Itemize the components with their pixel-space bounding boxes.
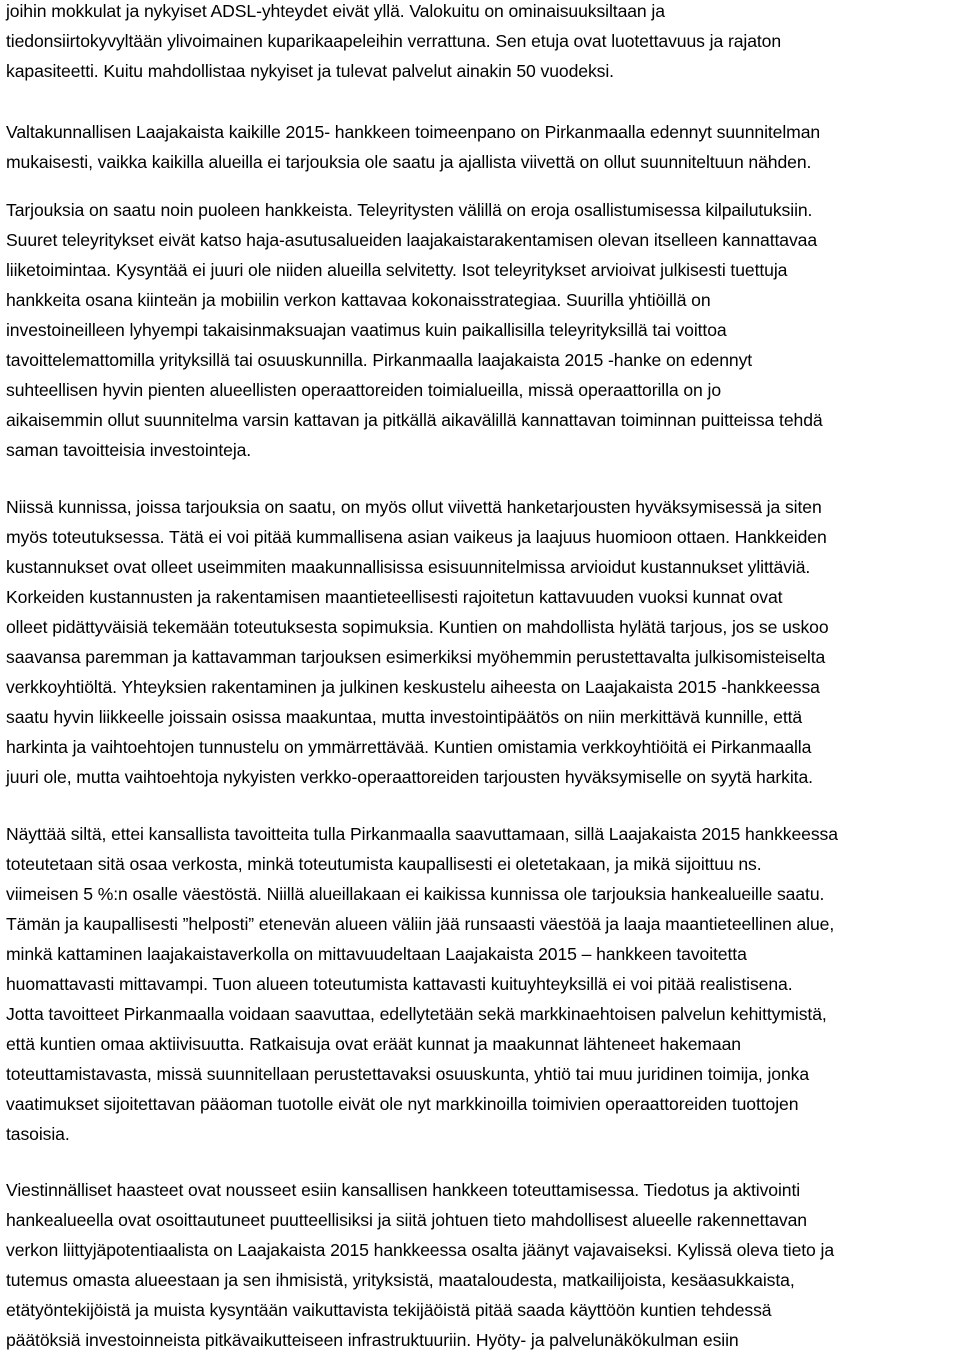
text-line: Tarjouksia on saatu noin puoleen hankkeista. Teleyritysten välillä on eroja osallistumisessa kilpailutuksiin. <box>6 200 813 220</box>
text-line: Näyttää siltä, ettei kansallista tavoitteita tulla Pirkanmaalla saavuttamaan, sillä Laajakaista 2015 hankkeessa <box>6 824 838 844</box>
text-line: mukaisesti, vaikka kaikilla alueilla ei tarjouksia ole saatu ja ajallista viivettä on ollut suunniteltuun nähden. <box>6 152 812 172</box>
text-line: Jotta tavoitteet Pirkanmaalla voidaan saavuttaa, edellytetään sekä markkinaehtoisen palvelun kehittymistä, <box>6 1004 827 1024</box>
text-line: huomattavasti mittavampi. Tuon alueen toteutumista kattavasti kuituyhteyksillä ei voi pitää realistisena. <box>6 974 793 994</box>
text-line: Valtakunnallisen Laajakaista kaikille 2015- hankkeen toimeenpano on Pirkanmaalla edennyt suunnitelman <box>6 122 821 142</box>
text-line: tasoisia. <box>6 1124 70 1144</box>
text-line: tutemus omasta alueestaan ja sen ihmisistä, yrityksistä, maataloudesta, matkailijoista, kesäasukkaista, <box>6 1270 795 1290</box>
text-line: juuri ole, mutta vaihtoehtoja nykyisten verkko-operaattoreiden tarjousten hyväksymiselle on syytä harkita. <box>6 767 813 787</box>
text-line: Suuret teleyritykset eivät katso haja-asutusalueiden laajakaistarakentamisen olevan itselleen kannattavaa <box>6 230 818 250</box>
paragraph-national-targets <box>6 819 838 1149</box>
paragraph-communication-challenges <box>6 1175 834 1355</box>
text-line: kustannukset ovat olleet useimmiten maakunnallisissa esisuunnitelmissa arvioidut kustannukset ylittäviä. <box>6 557 811 577</box>
text-line: joihin mokkulat ja nykyiset ADSL-yhteydet eivät yllä. Valokuitu on ominaisuuksiltaan ja <box>6 1 665 21</box>
text-line: saavansa paremman ja kattavamman tarjouksen esimerkiksi myöhemmin perustettavalta julkisomisteiselta <box>6 647 826 667</box>
text-line: myös toteutuksessa. Tätä ei voi pitää kummallisena asian vaikeus ja laajuus huomioon ottaen. Hankkeiden <box>6 527 827 547</box>
text-line: hankealueella ovat osoittautuneet puutteellisiksi ja siitä johtuen tieto mahdollisest alueelle rakennettavan <box>6 1210 807 1230</box>
text-line: harkinta ja vaihtoehtojen tunnustelu on ymmärrettävää. Kuntien omistamia verkkoyhtiöitä ei Pirkanmaalla <box>6 737 812 757</box>
text-line: investoineilleen lyhyempi takaisinmaksuajan vaatimus kuin paikallisilla teleyrityksillä tai voittoa <box>6 320 727 340</box>
text-line: liiketoimintaa. Kysyntää ei juuri ole niiden alueilla selvitetty. Isot teleyritykset arvioivat julkisesti tuettuja <box>6 260 788 280</box>
paragraph-municipal-decisions <box>6 492 829 792</box>
text-line: tavoittelemattomilla yrityksillä tai osuuskunnilla. Pirkanmaalla laajakaista 2015 -hanke on edennyt <box>6 350 753 370</box>
text-line: saman tavoitteisia investointeja. <box>6 440 252 460</box>
text-line: että kuntien omaa aktiivisuutta. Ratkaisuja ovat eräät kunnat ja maakunnat lähteneet hakemaan <box>6 1034 741 1054</box>
text-line: olleet pidättyväisiä tekemään toteutuksesta sopimuksia. Kuntien on mahdollista hylätä tarjous, jos se uskoo <box>6 617 829 637</box>
text-line: Korkeiden kustannusten ja rakentamisen maantieteellisesti rajoitetun kattavuuden vuoksi kunnat ovat <box>6 587 783 607</box>
paragraph-operator-offers <box>6 195 823 465</box>
text-line: tiedonsiirtokyvyltään ylivoimainen kuparikaapeleihin verrattuna. Sen etuja ovat luotettavuus ja rajaton <box>6 31 782 51</box>
text-line: suhteellisen hyvin pienten alueellisten operaattoreiden toimialueilla, missä operaattorilla on jo <box>6 380 722 400</box>
text-line: Tämän ja kaupallisesti ”helposti” etenevän alueen väliin jää runsaasti väestöä ja laaja maantieteellinen alue, <box>6 914 835 934</box>
paragraph-project-progress <box>6 117 820 177</box>
paragraph-fiber-advantages <box>6 0 781 86</box>
text-line: Niissä kunnissa, joissa tarjouksia on saatu, on myös ollut viivettä hanketarjousten hyväksymisessä ja siten <box>6 497 822 517</box>
text-line: Viestinnälliset haasteet ovat nousseet esiin kansallisen hankkeen toteuttamisessa. Tiedotus ja aktivointi <box>6 1180 801 1200</box>
text-line: saatu hyvin liikkeelle joissain osissa maakuntaa, mutta investointipäätös on niin merkittävä kunnille, että <box>6 707 803 727</box>
text-line: vaatimukset sijoitettavan pääoman tuotolle eivät ole nyt markkinoilla toimivien operaattoreiden tuottojen <box>6 1094 799 1114</box>
text-line: hankkeita osana kiinteän ja mobiilin verkon kattavaa kokonaisstrategiaa. Suurilla yhtiöillä on <box>6 290 711 310</box>
text-line: aikaisemmin ollut suunnitelma varsin kattavan ja pitkällä aikavälillä kannattavan toiminnan puitteissa tehdä <box>6 410 823 430</box>
text-line: minkä kattaminen laajakaistaverkolla on mittavuudeltaan Laajakaista 2015 – hankkeen tavoitetta <box>6 944 747 964</box>
text-line: verkon liittyjäpotentiaalista on Laajakaista 2015 hankkeessa osalta jäänyt vajavaiseksi. Kylissä oleva tieto ja <box>6 1240 835 1260</box>
text-line: viimeisen 5 %:n osalle väestöstä. Niillä alueillakaan ei kaikissa kunnissa ole tarjouksia hankealueille saatu. <box>6 884 825 904</box>
text-line: etätyöntekijöistä ja muista kysyntään vaikuttavista tekijäöistä pitää saada käyttöön kuntien tehdessä <box>6 1300 772 1320</box>
text-line: päätöksiä investoinneista pitkävaikutteiseen infrastruktuuriin. Hyöty- ja palvelunäkökulman esiin <box>6 1330 739 1350</box>
text-line: verkkoyhtiöltä. Yhteyksien rakentaminen ja julkinen keskustelu aiheesta on Laajakaista 2015 -hankkeessa <box>6 677 820 697</box>
text-line: toteuttamistavasta, missä suunnitellaan perustettavaksi osuuskunta, yhtiö tai muu juridinen toimija, jonka <box>6 1064 810 1084</box>
text-line: kapasiteetti. Kuitu mahdollistaa nykyiset ja tulevat palvelut ainakin 50 vuodeksi. <box>6 61 614 81</box>
text-line: toteutetaan sitä osaa verkosta, minkä toteutumista kaupallisesti ei oletetakaan, ja mikä sijoittuu ns. <box>6 854 762 874</box>
